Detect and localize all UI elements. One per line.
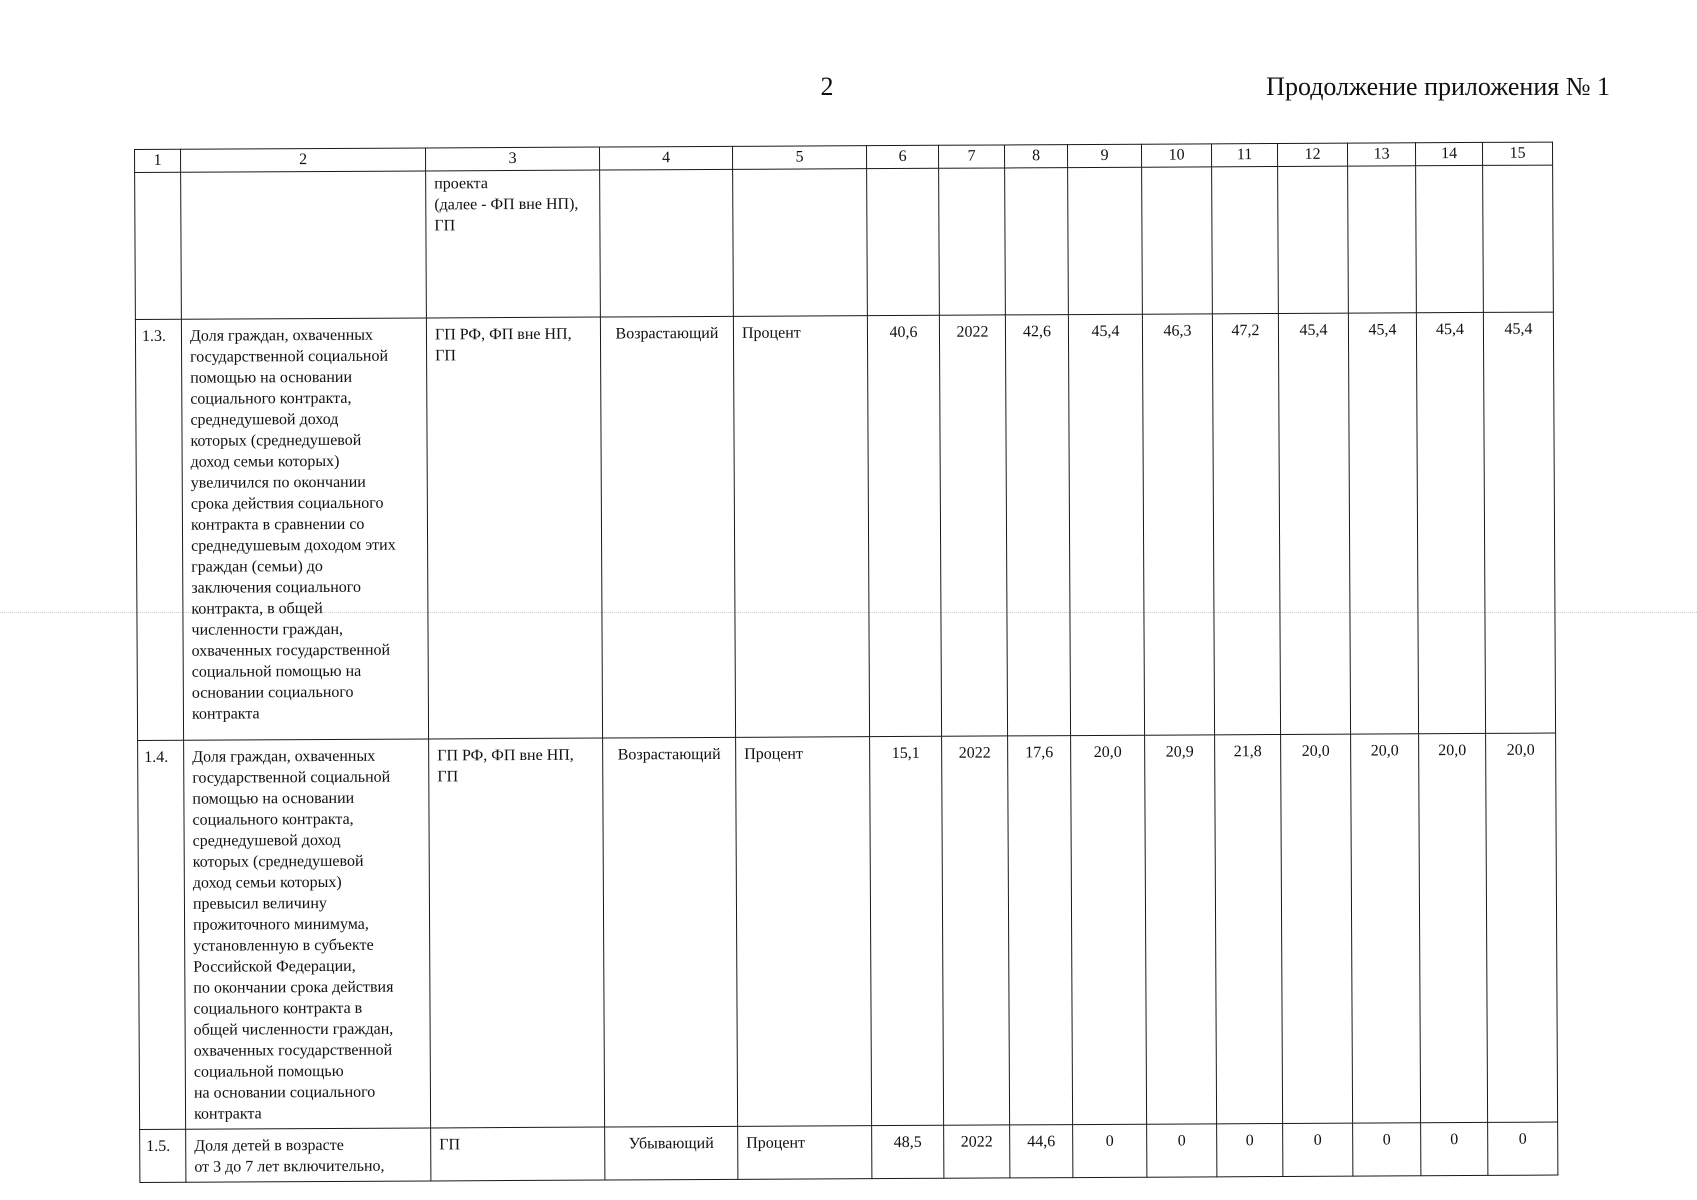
value-cell: 45,4: [1504, 320, 1533, 338]
value-cell: [1348, 166, 1415, 176]
indicator-trend: [600, 170, 732, 181]
value-cell: 0: [1245, 1132, 1254, 1150]
indicator-unit: Процент: [746, 1134, 806, 1152]
column-number: 4: [599, 146, 732, 170]
value-cell: 48,5: [893, 1133, 922, 1152]
indicators-table: [134, 142, 1558, 1183]
indicator-number: [135, 173, 180, 183]
value-cell: 45,4: [1368, 321, 1397, 339]
value-cell: 20,0: [1438, 742, 1467, 760]
value-cell: 46,3: [1163, 322, 1192, 340]
table-row: [140, 1122, 1558, 1182]
column-number: 2: [181, 148, 426, 172]
value-cell: [1212, 167, 1277, 177]
value-cell: [1005, 168, 1067, 178]
appendix-continuation-header: Продолжение приложения № 1: [1266, 72, 1610, 101]
indicator-trend: Возрастающий: [617, 745, 721, 764]
table-row: [135, 312, 1555, 740]
value-cell: 0: [1177, 1132, 1186, 1150]
indicator-source: ГП: [439, 1136, 461, 1154]
value-cell: [1278, 167, 1347, 177]
column-number: 15: [1482, 142, 1552, 165]
value-cell: [1068, 168, 1141, 178]
indicator-trend: Убывающий: [628, 1134, 714, 1153]
value-cell: [939, 168, 1004, 178]
indicator-unit: Процент: [744, 745, 804, 763]
value-cell: 20,0: [1301, 742, 1330, 760]
indicator-number: 1.5.: [146, 1137, 171, 1155]
indicator-number: 1.4.: [144, 748, 169, 766]
column-number: 10: [1141, 144, 1211, 167]
indicator-name: [181, 171, 425, 182]
value-cell: 0: [1105, 1132, 1114, 1150]
table-row: [138, 733, 1558, 1129]
column-number: 14: [1415, 142, 1482, 165]
column-number: 9: [1067, 144, 1141, 167]
value-cell: 20,0: [1093, 743, 1122, 761]
value-cell: [1142, 167, 1211, 177]
indicator-source: ГП РФ, ФП вне НП, ГП: [437, 746, 574, 786]
value-cell: [867, 169, 938, 179]
column-number: 13: [1347, 143, 1415, 166]
value-cell: 44,6: [1027, 1133, 1056, 1151]
column-number: 5: [732, 146, 866, 170]
value-cell: 42,6: [1022, 323, 1052, 341]
value-cell: [1416, 166, 1482, 176]
indicator-number: 1.3.: [141, 327, 167, 345]
column-number: 6: [866, 145, 938, 168]
value-cell: 17,6: [1025, 744, 1054, 762]
value-cell: 0: [1382, 1131, 1391, 1149]
value-cell: 2022: [960, 1133, 993, 1151]
value-cell: 20,9: [1165, 743, 1194, 761]
table-row: [135, 165, 1554, 319]
value-cell: 2022: [956, 323, 989, 341]
value-cell: [1483, 166, 1552, 176]
indicator-source: проекта (далее - ФП вне НП), ГП: [434, 175, 579, 235]
indicator-source: ГП РФ, ФП вне НП, ГП: [434, 325, 572, 365]
column-number: 1: [135, 149, 181, 172]
column-number: 12: [1277, 143, 1347, 166]
value-cell: 20,0: [1506, 741, 1535, 759]
indicator-name: Доля граждан, охваченных государственной социальной помощью на основании социального контракта, среднедушевой доход которых (среднедушевой доход семьи которых) превысил величину прожиточного минимума, установленную в субъекте Российской Федерации, по окончании срока действия социального контракта в общей численности граждан, охваченных государственной социальной помощью на основании социального контракта: [192, 747, 394, 1123]
value-cell: 0: [1518, 1130, 1527, 1148]
value-cell: 45,4: [1435, 321, 1465, 339]
indicator-unit: Процент: [741, 324, 801, 342]
value-cell: 2022: [958, 744, 991, 762]
value-cell: 0: [1450, 1131, 1459, 1149]
indicator-unit: [733, 169, 866, 180]
value-cell: 45,4: [1091, 322, 1120, 340]
page-number: 2: [820, 72, 834, 101]
value-cell: 20,0: [1370, 742, 1399, 760]
value-cell: 40,6: [889, 323, 918, 342]
indicator-name: Доля детей в возрасте от 3 до 7 лет включительно,: [194, 1136, 385, 1176]
indicator-trend: Возрастающий: [615, 324, 719, 343]
value-cell: 21,8: [1233, 743, 1262, 761]
column-number: 7: [938, 145, 1004, 168]
indicator-name: Доля граждан, охваченных государственной социальной помощью на основании социального контракта, среднедушевой доход которых (среднедушевой доход семьи которых) увеличился по окончании срока действия социального контракта в сравнении со среднедушевым доходом этих граждан (семьи) до заключения социального контракта, в общей численности граждан, охваченных государственной социальной помощью на основании социального контракта: [189, 326, 396, 723]
value-cell: 15,1: [891, 744, 920, 763]
column-number: 3: [425, 147, 599, 171]
value-cell: 47,2: [1231, 322, 1260, 340]
value-cell: 0: [1313, 1131, 1322, 1149]
value-cell: 45,4: [1299, 321, 1328, 339]
column-number: 8: [1004, 145, 1067, 168]
column-number: 11: [1211, 144, 1277, 167]
